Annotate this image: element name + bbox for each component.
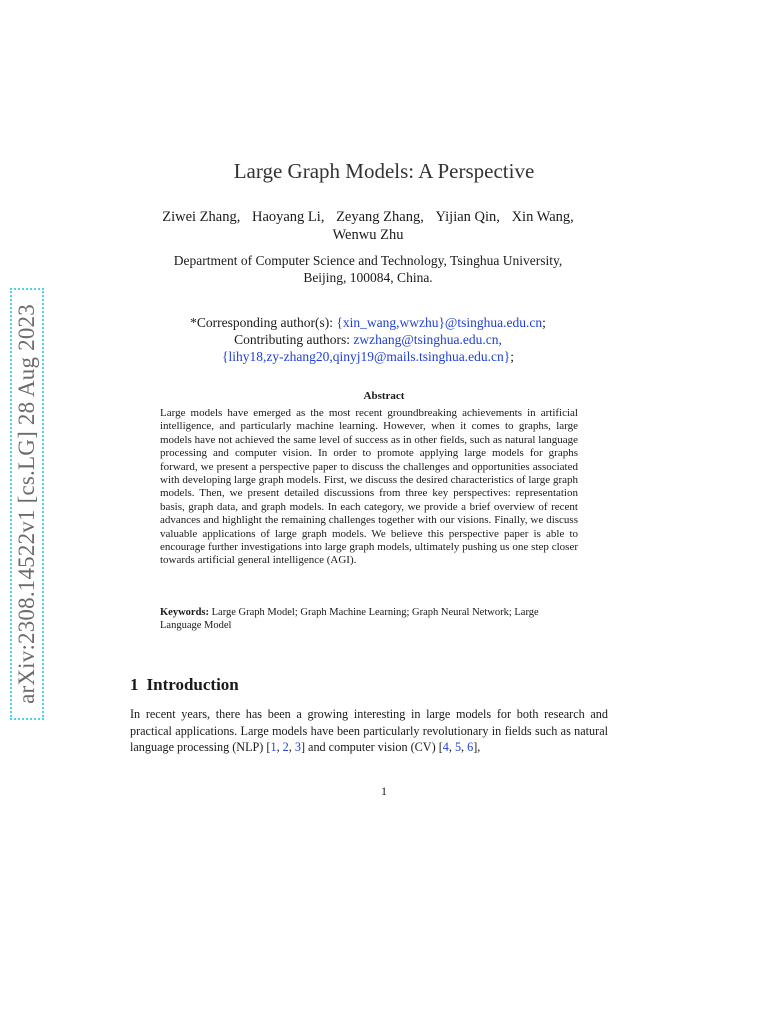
page-number: 1 <box>381 784 387 798</box>
abstract-text: Large models have emerged as the most recent groundbreaking achievements in artificial intelligence, and particularly machine learning. However, when it comes to graphs, large models have not achieved the same level of success as in other fields, such as natural language processing and computer vision. In order to promote applying large models for graphs forward, we present a perspective paper to discuss the challenges and opportunities associated with developing large graph models. First, we discuss the desired characteristics of large graph models. Then, we present detailed discussions from three key perspectives: representation basis, graph data, and graph models. In each category, we provide a brief overview of recent advances and highlight the remaining challenges together with our visions. Finally, we discuss valuable applications of large graph models. We believe this perspective paper is able to encourage further investigations into large graph models, ultimately pushing us one step closer towards artificial general intelligence (AGI). <box>160 407 578 567</box>
citation-link[interactable]: 3 <box>294 740 301 754</box>
punctuation: ; <box>542 315 546 330</box>
intro-text: In recent years, there has been a growing interesting in large models for both research and practical applications. Large models have been particularly revolutionary in fields such as natural language processing (NLP) [ <box>130 707 608 754</box>
paper-title: Large Graph Models: A Perspective <box>233 159 535 183</box>
citation-link[interactable]: 6 <box>467 740 474 754</box>
affiliation-line: Beijing, 100084, China. <box>303 270 433 285</box>
citation-link[interactable]: 4 <box>442 740 449 754</box>
citation-link[interactable]: 2 <box>282 740 289 754</box>
contributing-label: Contributing authors: <box>234 332 350 347</box>
author-list <box>140 208 596 244</box>
correspondence-block <box>140 314 596 365</box>
punctuation: ; <box>510 349 514 364</box>
corresponding-label: *Corresponding author(s): <box>190 315 333 330</box>
author-name: Ziwei Zhang, <box>162 209 241 225</box>
intro-text: ] and computer vision (CV) [ <box>300 740 443 754</box>
section-number: 1 <box>130 675 139 694</box>
contributing-email-link[interactable]: {lihy18,zy-zhang20,qinyj19@mails.tsinghua.edu.cn} <box>222 349 511 364</box>
arxiv-stamp <box>10 288 44 720</box>
arxiv-identifier[interactable]: arXiv:2308.14522v1 [cs.LG] 28 Aug 2023 <box>14 304 39 704</box>
keywords-label: Keywords: <box>160 607 209 618</box>
intro-text: ], <box>473 740 481 754</box>
corresponding-email-link[interactable]: {xin_wang,wwzhu}@tsinghua.edu.cn <box>336 315 543 330</box>
author-name: Yijian Qin, <box>435 209 500 225</box>
author-name: Xin Wang, <box>511 209 574 225</box>
abstract-heading: Abstract <box>363 390 405 402</box>
author-name: Wenwu Zhu <box>332 227 404 243</box>
citation-link[interactable]: 1 <box>270 740 277 754</box>
keywords-text: Large Graph Model; Graph Machine Learning; Graph Neural Network; Large Language Model <box>160 607 539 631</box>
intro-paragraph: In recent years, there has been a growing interesting in large models for both research and practical applications. Large models have been particularly revolutionary in fields such as natural language processing (NLP) [1, 2, 3] and computer vision (CV) [4, 5, 6], <box>130 707 608 754</box>
author-name: Zeyang Zhang, <box>336 209 424 225</box>
citation-link[interactable]: 5 <box>454 740 462 754</box>
contributing-email-link[interactable]: zwzhang@tsinghua.edu.cn, <box>353 332 502 347</box>
section-title: Introduction <box>146 675 239 694</box>
author-name: Haoyang Li, <box>251 209 325 225</box>
affiliation <box>140 252 596 286</box>
keywords <box>160 606 578 632</box>
section-heading <box>130 675 239 695</box>
affiliation-line: Department of Computer Science and Technology, Tsinghua University, <box>173 253 563 268</box>
